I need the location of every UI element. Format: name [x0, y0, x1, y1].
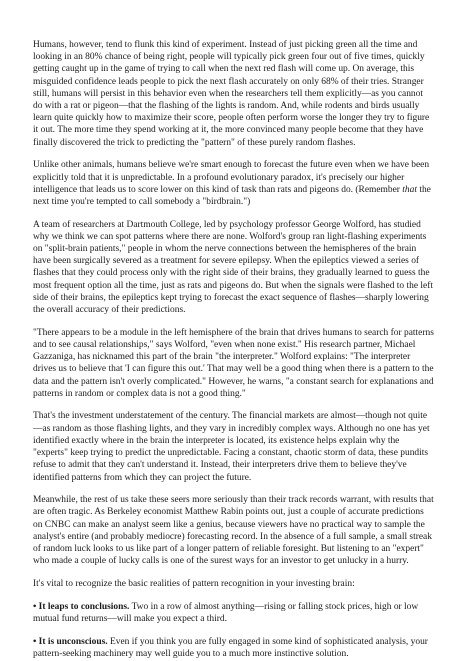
paragraph-text: Meanwhile, the rest of us take these seers more seriously than their track records warrant, with results that are often tragic. As Berkeley economist Matthew Rabin points out, just a couple of accurate predictions on CNBC can make an analyst seem like a genius, because viewers have no practical way to sample the analyst's entire (and probably mediocre) forecasting record. In the absence of a full sample, a small streak of random luck looks to us like part of a longer pattern of reliable foresight. But listening to an "expert" who made a couple of lucky calls is one of the surest ways for an investor to get unlucky in a hurry. — [33, 495, 434, 567]
bullet-text: Even if you think you are fully engaged in some kind of sophisticated analysis, your pattern-seeking machinery may well guide you to a much more instinctive solution. — [33, 636, 428, 659]
paragraph-4 — [33, 327, 434, 400]
paragraph-5 — [33, 410, 434, 483]
paragraph-text: A team of researchers at Dartmouth College, led by psychology professor George Wolford, has studied why we think we can spot patterns where there are none. Wolford's group ran light-flashing experiments on "split-brain patients," people in whom the nerve connections between the hemispheres of the brain have been surgically severed as a treatment for severe epilepsy. When the epileptics viewed a series of flashes that they could process only with the right side of their brains, they gradually learned to guess the most frequent option all the time, just as rats and pigeons do. But when the signals were flashed to the left side of their brains, the epileptics kept trying to forecast the exact sequence of flashes—sharply lowering the overall accuracy of their predictions. — [33, 219, 433, 316]
bullet-item-is-unconscious — [33, 636, 434, 660]
paragraph-3 — [33, 219, 434, 317]
bullet-heading: • It is unconscious. — [33, 636, 108, 647]
paragraph-text: Humans, however, tend to flunk this kind of experiment. Instead of just picking green all the time and looking in an 80% chance of being right, people will typically pick green four out of five times, quickly getting caught up in the game of trying to call when the next red flash will come up. On average, this misguided confidence leads people to pick the next flash accurately on only 68% of their tries. Stranger still, humans will persist in this behavior even when the researchers tell them explicitly—as you cannot do with a rat or pigeon—that the flashing of the lights is random. And, while rodents and birds usually learn quite quickly how to maximize their score, people often perform worse the longer they try to figure it out. The more time they spend working at it, the more convinced many people become that they have finally discovered the trick to predicting the "pattern" of these purely random flashes. — [33, 40, 430, 148]
paragraph-7 — [33, 578, 434, 590]
paragraph-text: It's vital to recognize the basic realities of pattern recognition in your investing brain: — [33, 578, 355, 589]
bullet-heading: • It leaps to conclusions. — [33, 601, 130, 612]
paragraph-text: "There appears to be a module in the left hemisphere of the brain that drives humans to search for patterns and to see causal relationships," says Wolford, "even when none exist." His research partner, Michael Gazzaniga, has nicknamed this part of the brain "the interpreter." Wolford explains: "The interpreter drives us to believe that 'I can figure this out.' That may well be a good thing when there is a pattern to the data and the pattern isn't overly complicated." However, he warns, "a constant search for explanations and patterns in random or complex data is not a good thing." — [33, 327, 434, 399]
paragraph-6 — [33, 494, 434, 567]
paragraph-text: That's the investment understatement of the century. The financial markets are almost—though not quite—as random as those flashing lights, and they vary in incredibly complex ways. Although no one has yet identified exactly where in the brain the interpreter is located, its existence helps explain why the "experts" keep trying to predict the unpredictable. Facing a constant, chaotic storm of data, these pundits refuse to admit that they can't understand it. Instead, their interpreters drive them to believe they've identified patterns from which they can project the future. — [33, 411, 430, 483]
bullet-text: Two in a row of almost anything—rising or falling stock prices, high or low mutual fund returns—will make you expect a third. — [33, 601, 419, 624]
emphasis-text: that — [402, 184, 417, 195]
paragraph-2 — [33, 159, 434, 208]
paragraph-1 — [33, 39, 434, 149]
bullet-item-leaps-to-conclusions — [33, 601, 434, 625]
paragraph-text: the next time you're tempted to call somebody a "birdbrain.") — [33, 184, 431, 207]
paragraph-text: Unlike other animals, humans believe we're smart enough to forecast the future even when we have been explicitly told that it is unpredictable. In a profound evolutionary paradox, it's precisely our higher intelligence that leads us to score lower on this kind of task than rats and pigeons do. (Remember — [33, 160, 430, 195]
